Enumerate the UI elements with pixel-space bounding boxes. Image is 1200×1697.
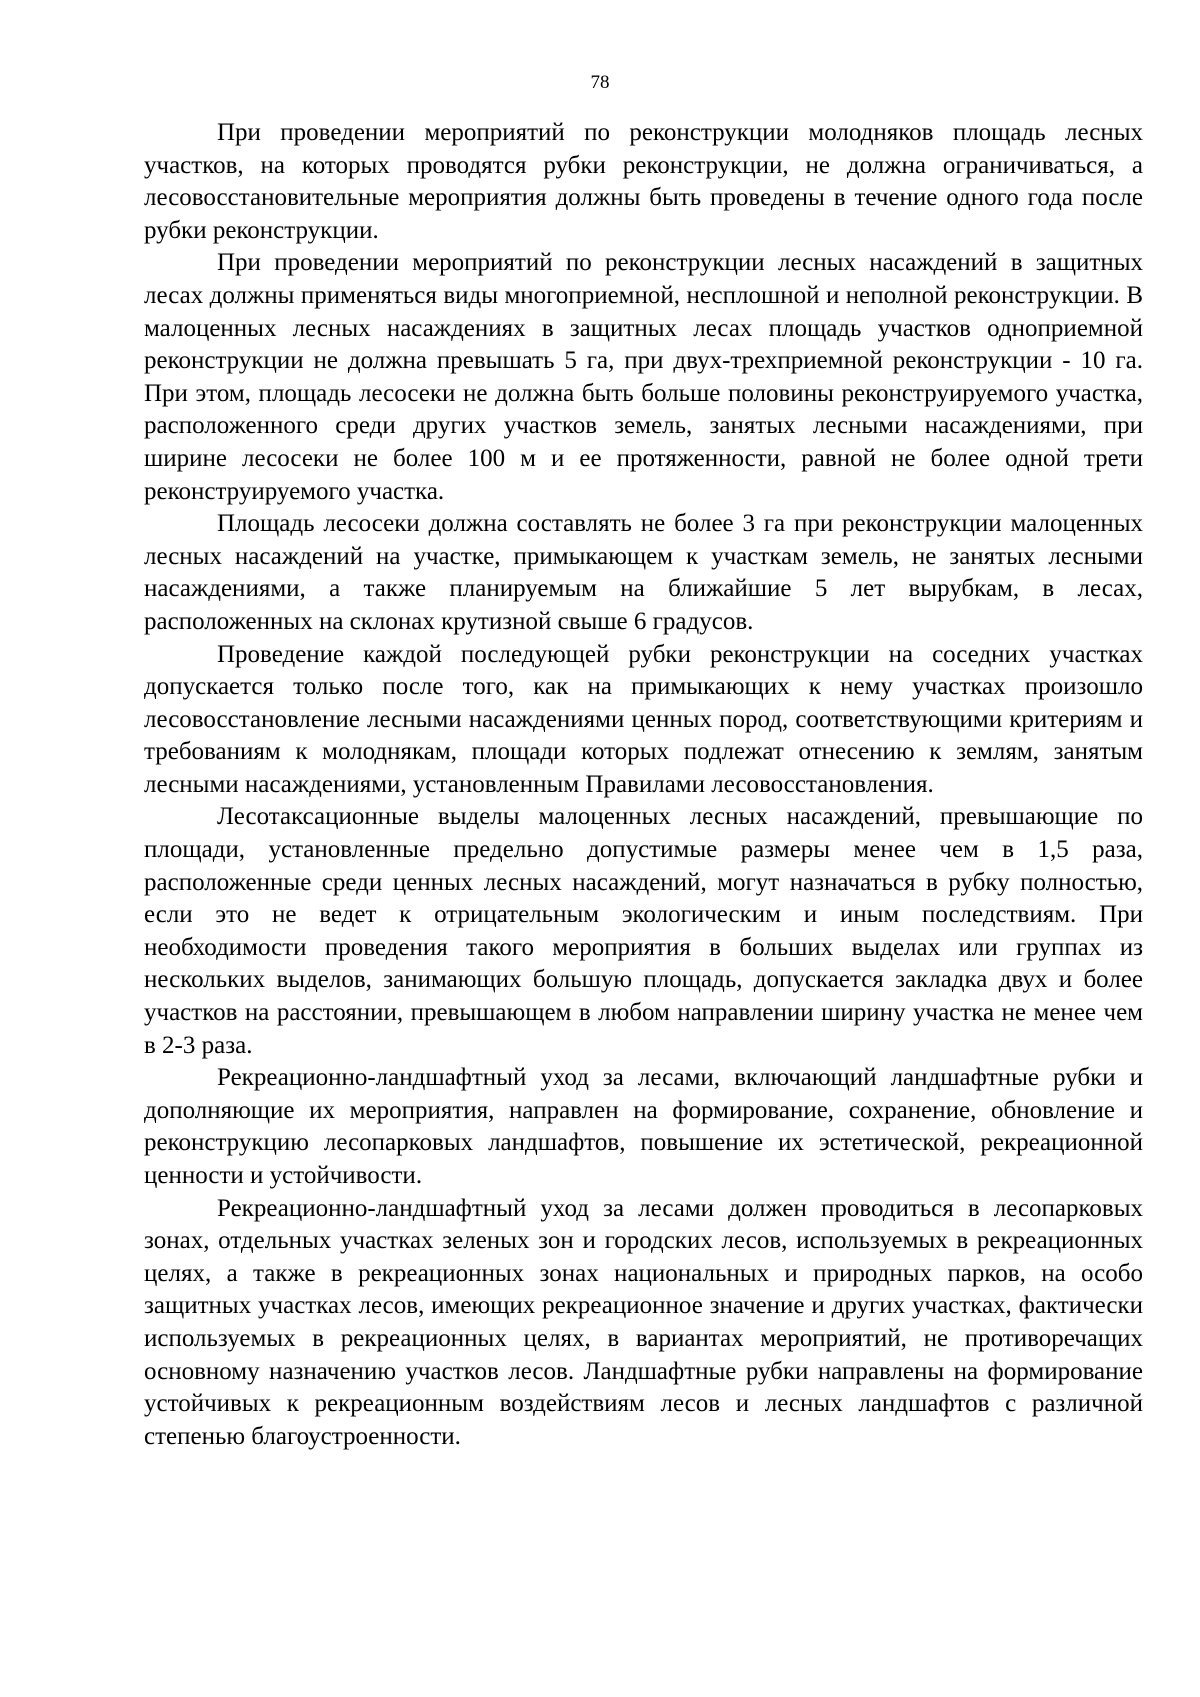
paragraph-recreational-care-locations: Рекреационно-ландшафтный уход за лесами должен проводиться в лесопарковых зонах, отдельных участках зеленых зон и городских лесов, используемых в рекреационных целях, а также в рекреационных зонах национальных и природных парков, на особо защитных участках лесов, имеющих рекреационное значение и других участках, фактически используемых в рекреационных целях, в вариантах мероприятий, не противоречащих основному назначению участков лесов. Ландшафтные рубки направлены на формирование устойчивых к рекреационным воздействиям лесов и лесных ландшафтов с различной степенью благоустроенности.: [144, 1194, 1143, 1450]
paragraph-cutting-area-limits: Площадь лесосеки должна составлять не более 3 га при реконструкции малоценных лесных насаждений на участке, примыкающем к участкам земель, не занятых лесными насаждениями, а также планируемым на ближайшие 5 лет вырубкам, в лесах, расположенных на склонах крутизной свыше 6 градусов.: [144, 510, 1143, 635]
paragraph-subsequent-cuttings: Проведение каждой последующей рубки реконструкции на соседних участках допускается только после того, как на примыкающих к нему участках произошло лесовосстановление лесными насаждениями ценных пород, соответствующими критериям и требованиям к молоднякам, площади которых подлежат отнесению к землям, занятым лесными насаждениями, установленным Правилами лесовосстановления.: [144, 640, 1143, 798]
paragraph-forest-inventory-units: Лесотаксационные выделы малоценных лесных насаждений, превышающие по площади, установленные предельно допустимые размеры менее чем в 1,5 раза, расположенные среди ценных лесных насаждений, могут назначаться в рубку полностью, если это не ведет к отрицательным экологическим и иным последствиям. При необходимости проведения такого мероприятия в больших выделах или группах из нескольких выделов, занимающих большую площадь, допускается закладка двух и более участков на расстоянии, превышающем в любом направлении ширину участка не менее чем в 2-3 раза.: [144, 803, 1143, 1059]
document-body: [144, 117, 1143, 1453]
paragraph-recreational-landscape-care: Рекреационно-ландшафтный уход за лесами, включающий ландшафтные рубки и дополняющие их мероприятия, направлен на формирование, сохранение, обновление и реконструкцию лесопарковых ландшафтов, повышение их эстетической, рекреационной ценности и устойчивости.: [144, 1064, 1143, 1189]
paragraph-protective-forests-reconstruction: При проведении мероприятий по реконструкции лесных насаждений в защитных лесах должны применяться виды многоприемной, несплошной и неполной реконструкции. В малоценных лесных насаждениях в защитных лесах площадь участков одноприемной реконструкции не должна превышать 5 га, при двух-трехприемной реконструкции - 10 га. При этом, площадь лесосеки не должна быть больше половины реконструируемого участка, расположенного среди других участков земель, занятых лесными насаждениями, при ширине лесосеки не более 100 м и ее протяженности, равной не более одной трети реконструируемого участка.: [144, 249, 1143, 505]
paragraph-reconstruction-young-stands: При проведении мероприятий по реконструкции молодняков площадь лесных участков, на которых проводятся рубки реконструкции, не должна ограничиваться, а лесовосстановительные мероприятия должны быть проведены в течение одного года после рубки реконструкции.: [144, 119, 1143, 244]
page-number: 78: [590, 72, 610, 93]
